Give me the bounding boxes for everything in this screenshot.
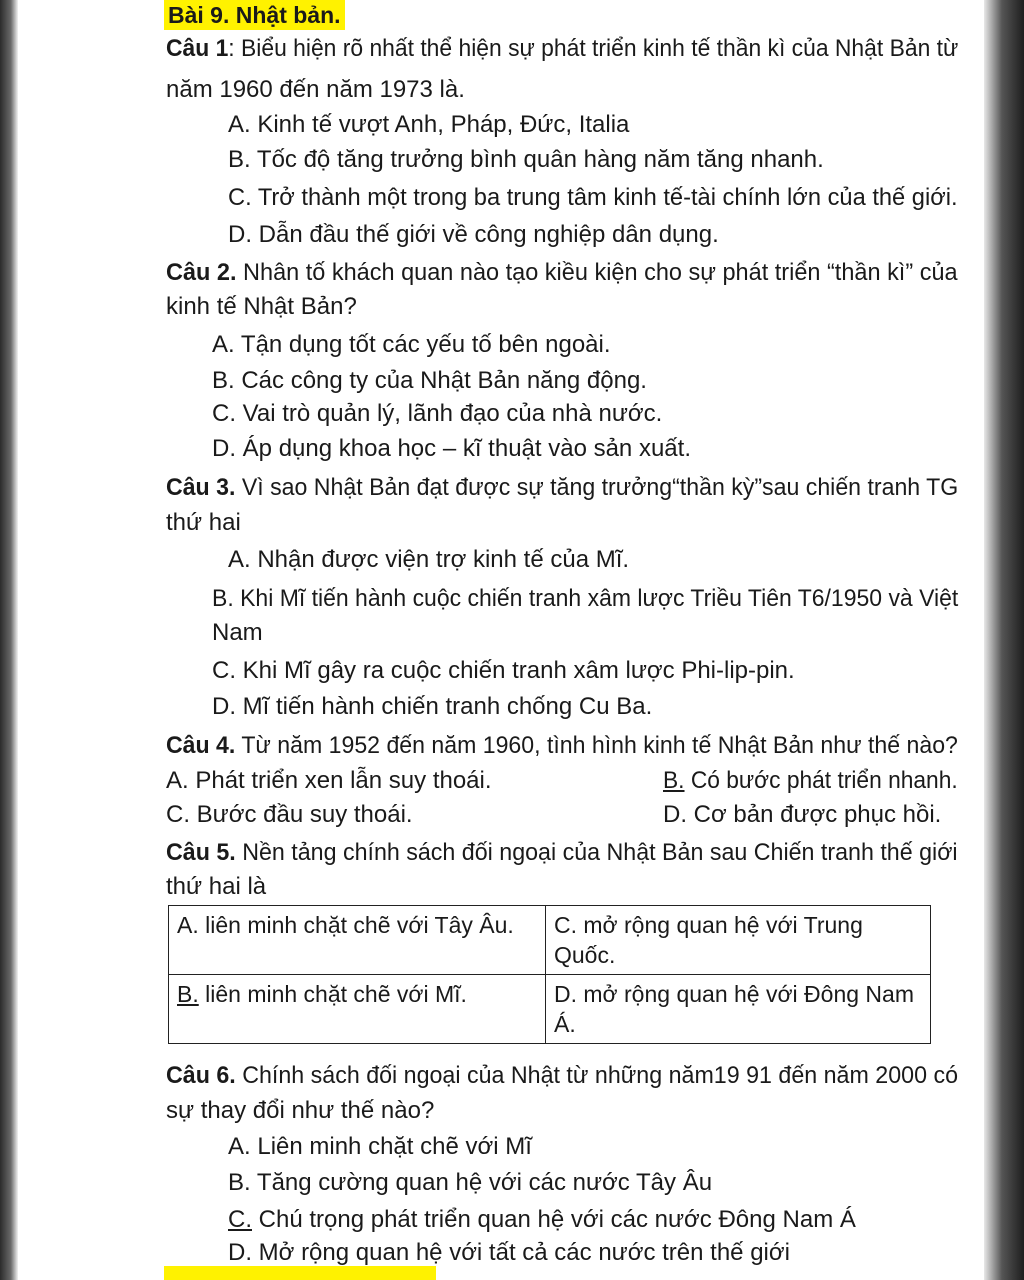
question-3-text: Vì sao Nhật Bản đạt được sự tăng trưởng“thần kỳ”sau chiến tranh TG [235, 474, 959, 501]
question-3-line-1 [166, 473, 958, 503]
question-6-option-c-text: Chú trọng phát triển quan hệ với các nước Đông Nam Á [252, 1206, 856, 1233]
question-3-option-b-line-2: Nam [212, 619, 263, 646]
question-5-label: Câu 5. [166, 839, 236, 866]
question-6-option-c [228, 1205, 856, 1235]
question-4-option-d: D. Cơ bản được phục hồi. [663, 801, 942, 828]
question-3-option-d: D. Mĩ tiến hành chiến tranh chống Cu Ba. [212, 693, 653, 720]
question-2-option-a: A. Tận dụng tốt các yếu tố bên ngoài. [212, 331, 611, 358]
question-5-option-b [169, 975, 546, 1044]
question-2-option-d: D. Áp dụng khoa học – kĩ thuật vào sản xuất. [212, 435, 691, 462]
question-3-option-c: C. Khi Mĩ gây ra cuộc chiến tranh xâm lược Phi-lip-pin. [212, 657, 795, 684]
question-4-option-b-text: Có bước phát triển nhanh. [684, 767, 958, 794]
question-5-option-c: C. mở rộng quan hệ với Trung Quốc. [546, 906, 931, 975]
question-5-line-1 [166, 838, 958, 868]
question-5-answer-table [168, 905, 931, 1044]
question-3-label: Câu 3. [166, 474, 236, 501]
answer-table-row [169, 975, 931, 1044]
question-1-option-a: A. Kinh tế vượt Anh, Pháp, Đức, Italia [228, 111, 630, 138]
question-4-option-b-letter: B. [663, 767, 685, 794]
question-2-line-2: kinh tế Nhật Bản? [166, 293, 357, 320]
question-1-option-d: D. Dẫn đầu thế giới về công nghiệp dân dụng. [228, 221, 719, 248]
lesson-heading: Bài 9. Nhật bản. [164, 0, 345, 30]
question-5-option-b-letter: B. [177, 981, 199, 1007]
question-2-line-1 [166, 258, 958, 288]
question-4-option-b [663, 766, 958, 796]
question-4-label: Câu 4. [166, 732, 236, 759]
answer-table-row [169, 906, 931, 975]
question-1-text: : Biểu hiện rõ nhất thể hiện sự phát triển kinh tế thần kì của Nhật Bản từ [228, 35, 959, 62]
question-6-text: Chính sách đối ngoại của Nhật từ những năm19 91 đến năm 2000 có [235, 1062, 958, 1089]
question-3-option-a: A. Nhận được viện trợ kinh tế của Mĩ. [228, 546, 630, 573]
question-1-option-b: B. Tốc độ tăng trưởng bình quân hàng năm tăng nhanh. [228, 146, 824, 173]
question-3-option-b-line-1: B. Khi Mĩ tiến hành cuộc chiến tranh xâm lược Triều Tiên T6/1950 và Việt [212, 585, 959, 612]
question-3-line-2: thứ hai [166, 509, 241, 536]
question-5-option-d: D. mở rộng quan hệ với Đông Nam Á. [546, 975, 931, 1044]
question-6-option-d: D. Mở rộng quan hệ với tất cả các nước trên thế giới [228, 1239, 790, 1266]
question-4-option-a: A. Phát triển xen lẫn suy thoái. [166, 767, 492, 794]
highlight-mark [164, 1266, 436, 1280]
question-4-line [166, 731, 958, 761]
question-5-option-b-text: liên minh chặt chẽ với Mĩ. [198, 981, 467, 1007]
question-6-line-2: sự thay đổi như thế nào? [166, 1097, 435, 1124]
question-5-option-a: A. liên minh chặt chẽ với Tây Âu. [169, 906, 546, 975]
left-edge-shadow [0, 0, 18, 1280]
question-1-label: Câu 1 [166, 35, 229, 62]
question-1-line-2: năm 1960 đến năm 1973 là. [166, 76, 465, 103]
question-4-option-c: C. Bước đầu suy thoái. [166, 801, 413, 828]
question-2-option-c: C. Vai trò quản lý, lãnh đạo của nhà nước. [212, 400, 663, 427]
question-1-line-1 [166, 34, 958, 64]
question-1-option-c: C. Trở thành một trong ba trung tâm kinh tế-tài chính lớn của thế giới. [228, 184, 958, 211]
question-5-text: Nền tảng chính sách đối ngoại của Nhật Bản sau Chiến tranh thế giới [235, 839, 958, 866]
question-6-option-c-letter: C. [228, 1206, 252, 1233]
question-2-option-b: B. Các công ty của Nhật Bản năng động. [212, 367, 647, 394]
question-5-line-2: thứ hai là [166, 873, 267, 900]
question-2-text: Nhân tố khách quan nào tạo kiều kiện cho sự phát triển “thần kì” của [236, 259, 958, 286]
question-6-option-b: B. Tăng cường quan hệ với các nước Tây Âu [228, 1169, 713, 1196]
question-6-label: Câu 6. [166, 1062, 236, 1089]
question-6-line-1 [166, 1061, 958, 1091]
question-4-text: Từ năm 1952 đến năm 1960, tình hình kinh tế Nhật Bản như thế nào? [235, 732, 958, 759]
question-6-option-a: A. Liên minh chặt chẽ với Mĩ [228, 1133, 532, 1160]
question-2-label: Câu 2. [166, 259, 237, 286]
right-edge-shadow [984, 0, 1024, 1280]
